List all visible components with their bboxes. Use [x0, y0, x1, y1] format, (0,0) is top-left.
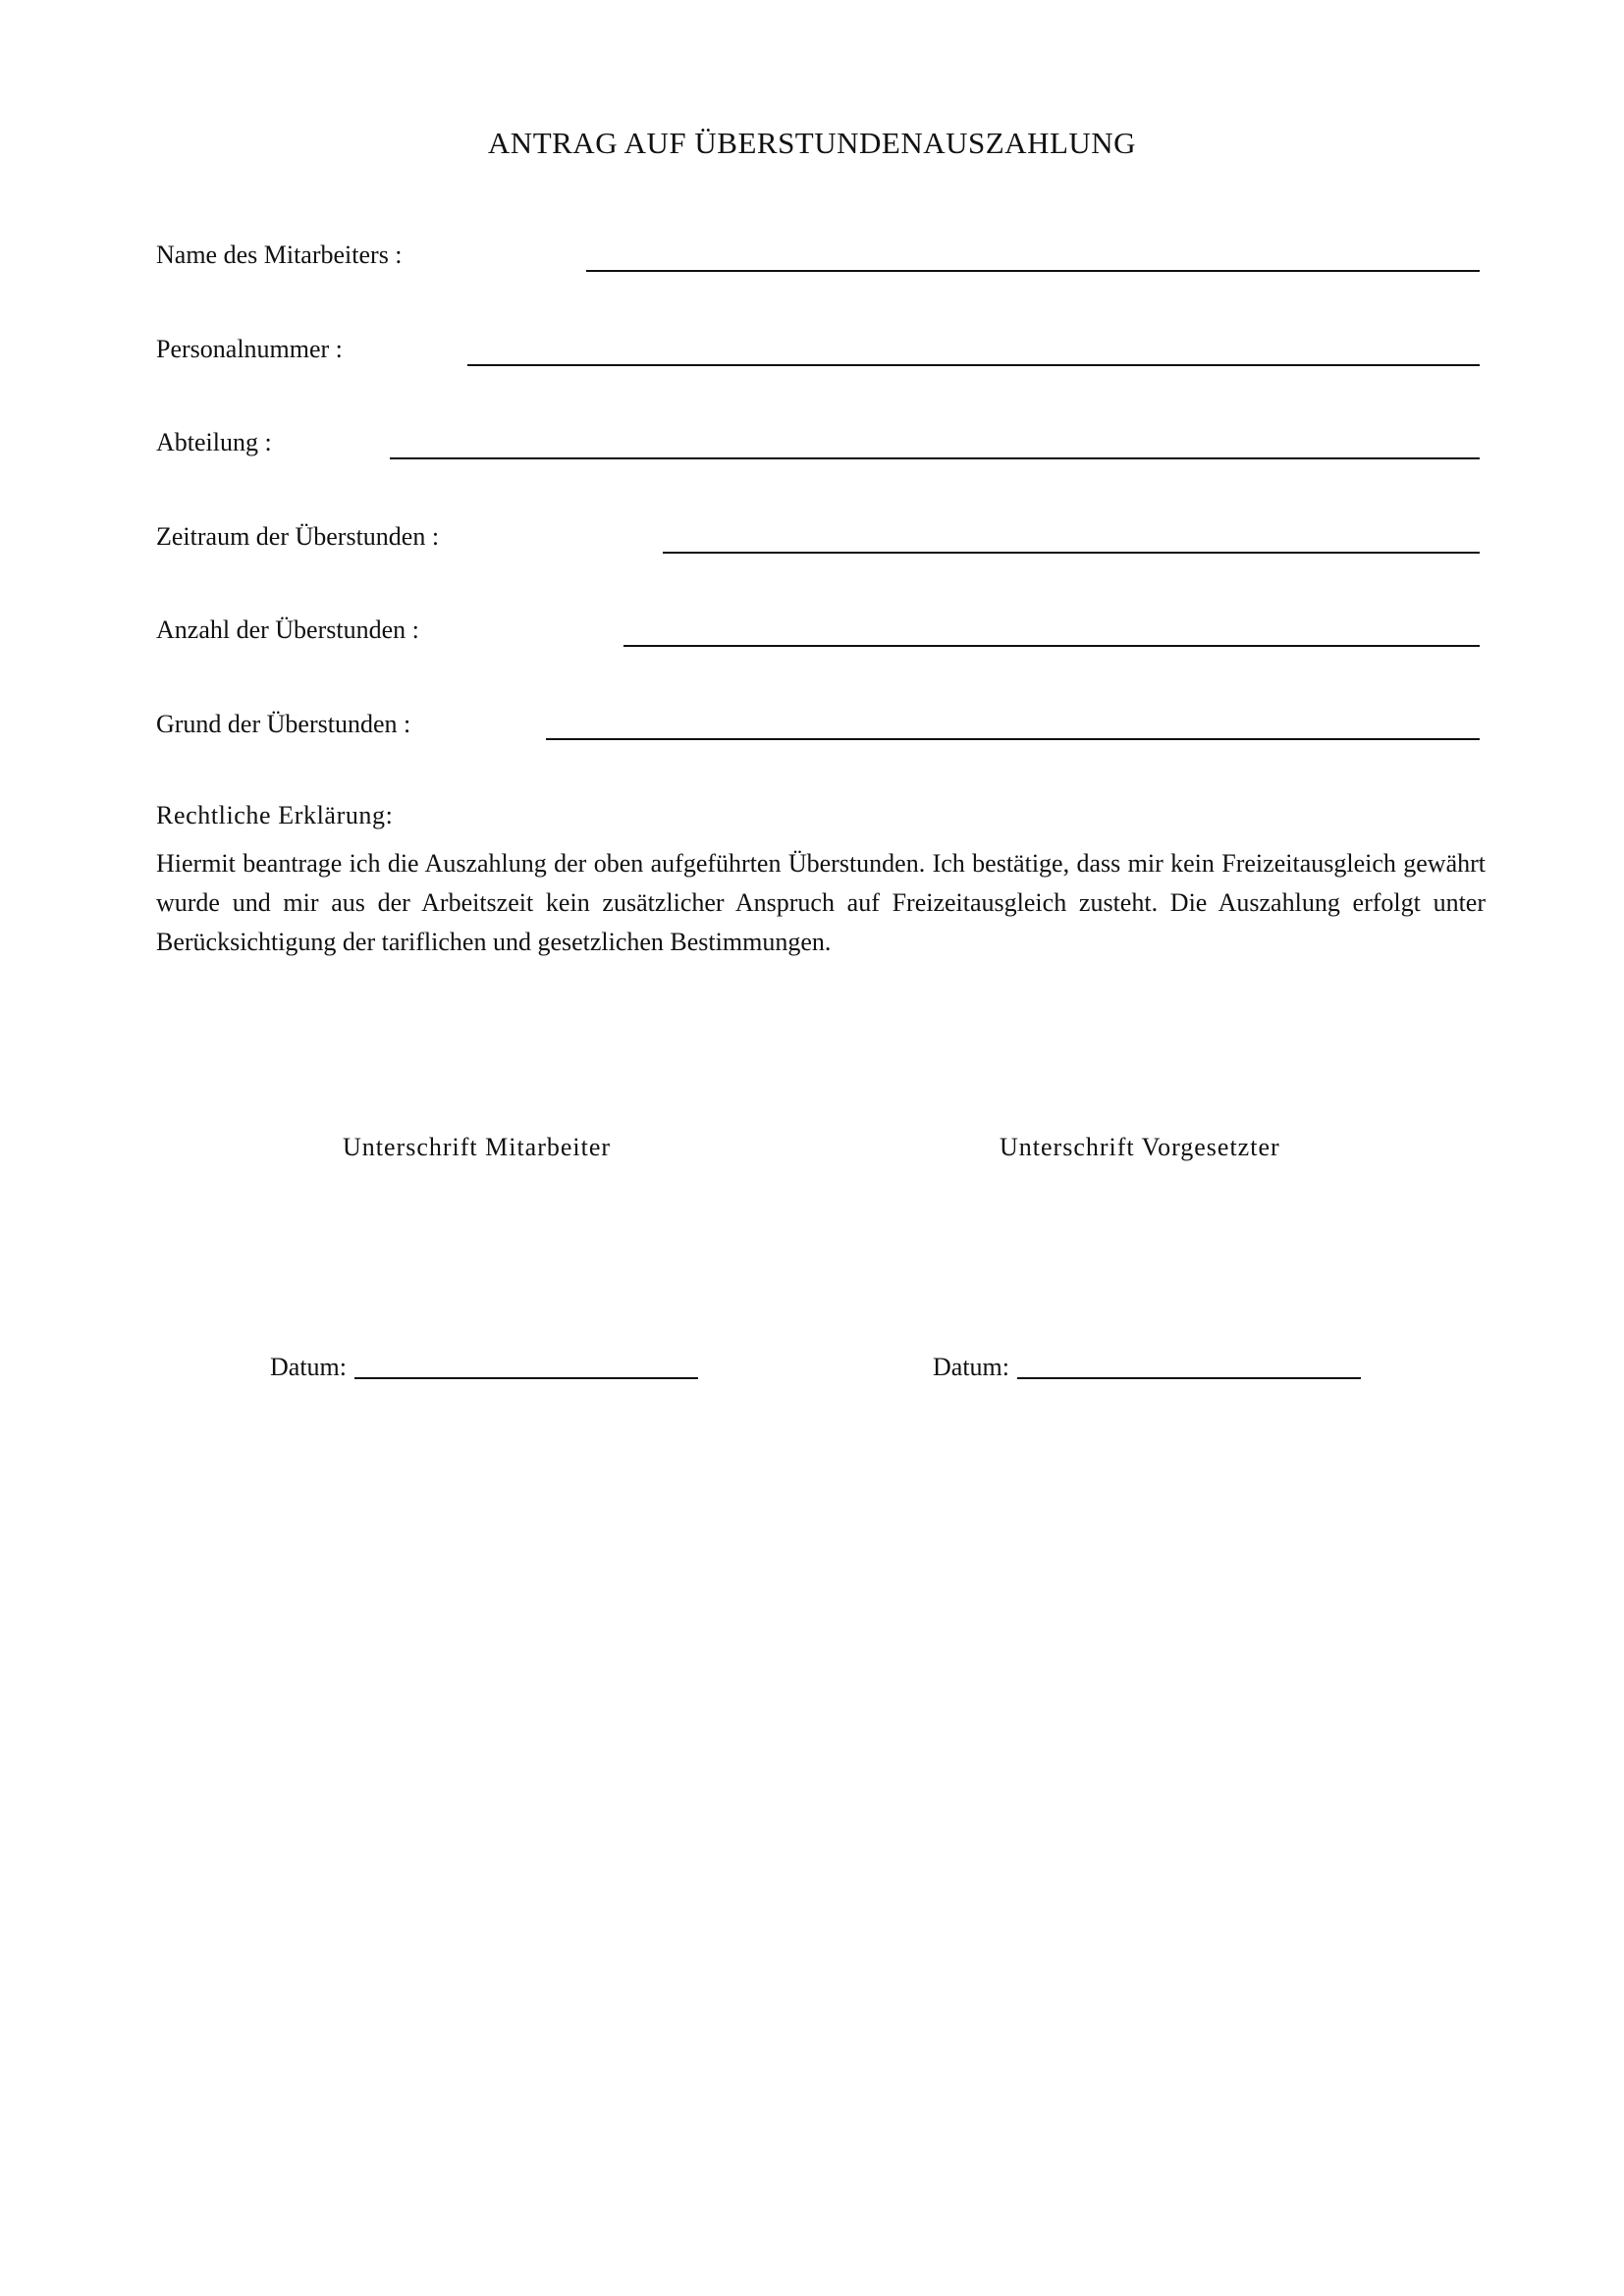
form-title: ANTRAG AUF ÜBERSTUNDENAUSZAHLUNG — [487, 126, 1137, 160]
department-label: Abteilung : — [156, 428, 272, 456]
employee-signature-label: Unterschrift Mitarbeiter — [343, 1133, 612, 1161]
department-line[interactable] — [390, 457, 1480, 459]
overtime-hours-label: Anzahl der Überstunden : — [156, 615, 419, 644]
overtime-hours-line[interactable] — [623, 645, 1480, 647]
supervisor-date-line[interactable] — [1017, 1377, 1361, 1379]
overtime-reason-line[interactable] — [546, 738, 1480, 740]
employee-date-label: Datum: — [270, 1353, 347, 1381]
supervisor-date-field — [933, 1351, 1361, 1384]
overtime-reason-label: Grund der Überstunden : — [156, 710, 411, 738]
legal-declaration-heading: Rechtliche Erklärung: — [156, 801, 394, 829]
employee-name-label: Name des Mitarbeiters : — [156, 240, 403, 269]
employee-date-field — [270, 1351, 698, 1384]
supervisor-date-label: Datum: — [933, 1353, 1009, 1381]
legal-declaration-text: Hiermit beantrage ich die Auszahlung der oben aufgeführten Überstunden. Ich bestätige, dass mir kein Freizeitausgleich gewährt wurde und mir aus der Arbeitszeit kein zusätzlicher Anspruch auf Freizeitausgleich zusteht. Die Auszahlung erfolgt unter Berücksichtigung der tariflichen und gesetzlichen Bestimmungen. — [156, 849, 1486, 956]
overtime-period-line[interactable] — [663, 552, 1480, 554]
overtime-period-label: Zeitraum der Überstunden : — [156, 522, 440, 551]
supervisor-signature-label: Unterschrift Vorgesetzter — [1000, 1133, 1280, 1161]
employee-name-line[interactable] — [586, 270, 1480, 272]
employee-date-line[interactable] — [354, 1377, 698, 1379]
personnel-number-line[interactable] — [467, 364, 1480, 366]
personnel-number-label: Personalnummer : — [156, 335, 343, 363]
